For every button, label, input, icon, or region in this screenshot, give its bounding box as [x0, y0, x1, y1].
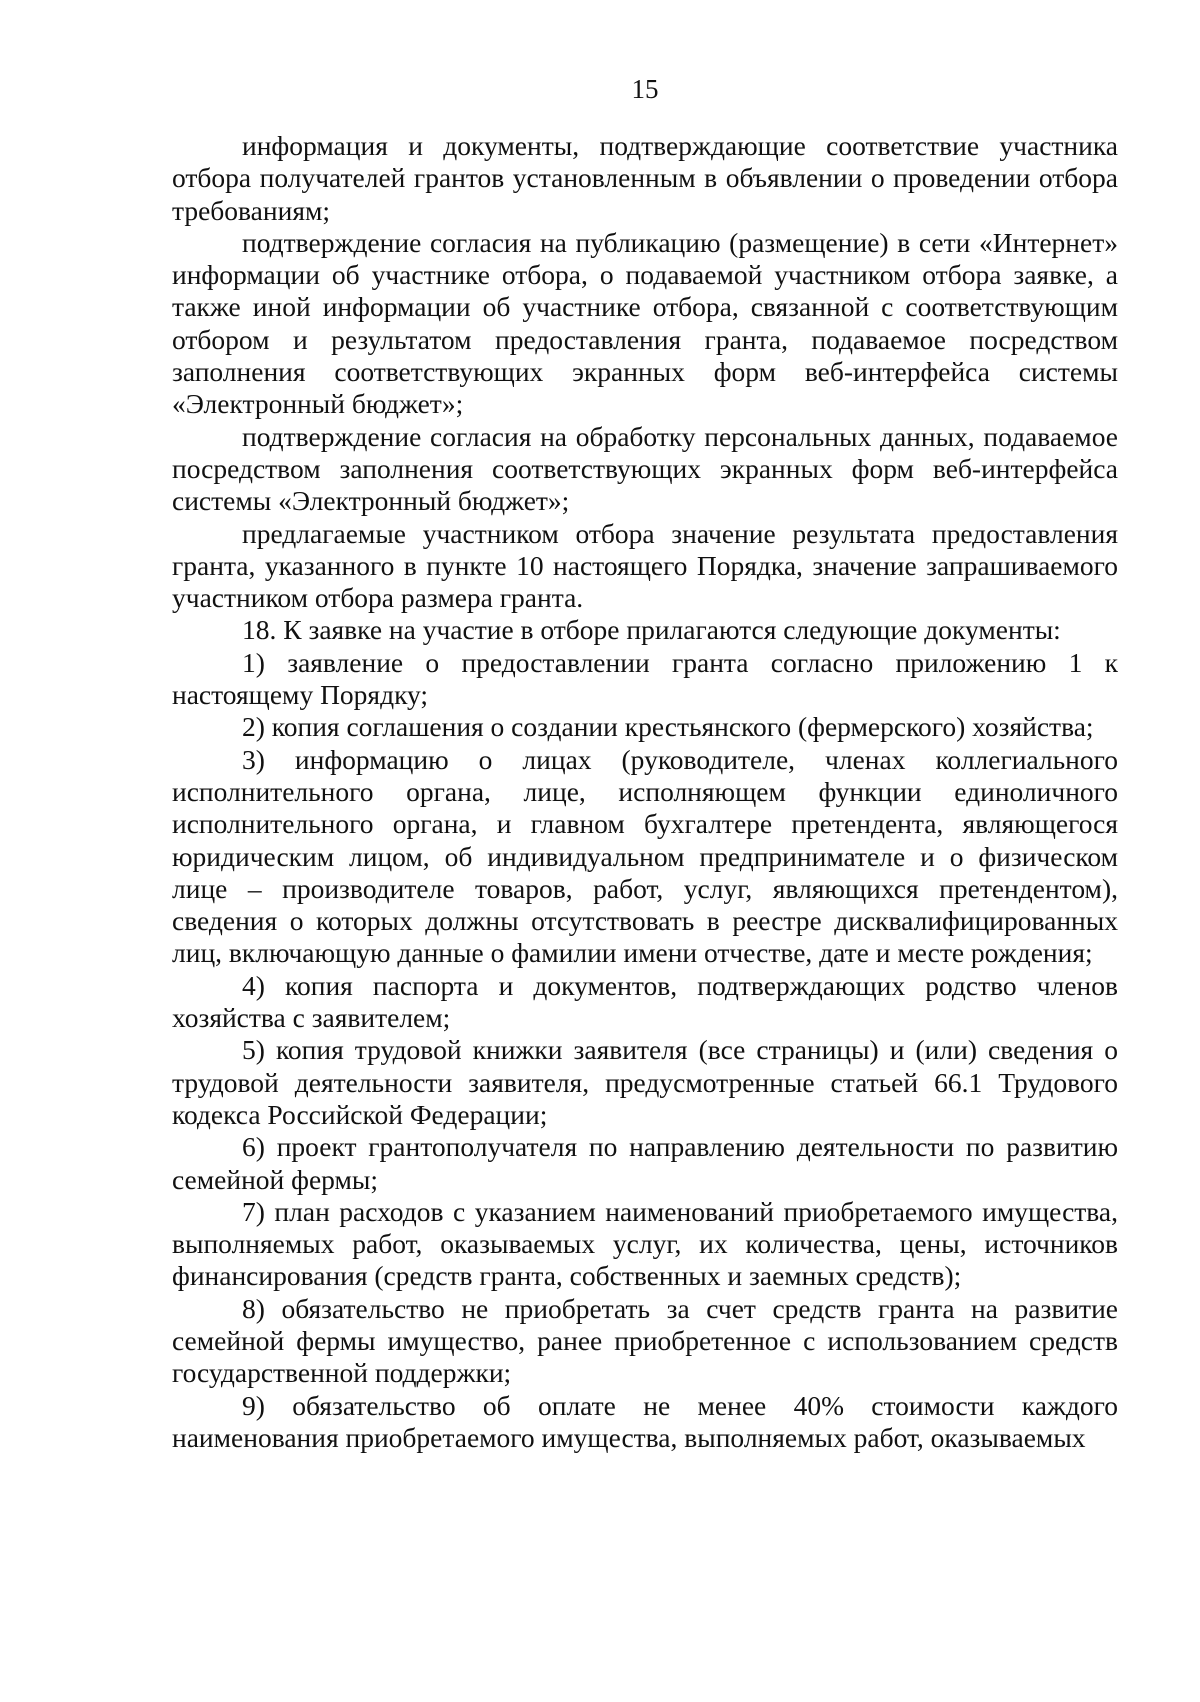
- page-number: 15: [631, 74, 659, 104]
- list-item: 1) заявление о предоставлении гранта согласно приложению 1 к настоящему Порядку;: [172, 646, 1118, 711]
- paragraph: предлагаемые участником отбора значение результата предоставления гранта, указанного в пункте 10 настоящего Порядка, значение запрашиваемого участником отбора размера гранта.: [172, 517, 1118, 614]
- list-item: 5) копия трудовой книжки заявителя (все страницы) и (или) сведения о трудовой деятельности заявителя, предусмотренные статьей 66.1 Трудового кодекса Российской Федерации;: [172, 1034, 1118, 1130]
- list-item: 9) обязательство об оплате не менее 40% стоимости каждого наименования приобретаемого имущества, выполняемых работ, оказываемых: [172, 1389, 1118, 1453]
- paragraph: подтверждение согласия на обработку персональных данных, подаваемое посредством заполнения соответствующих экранных форм веб-интерфейса системы «Электронный бюджет»;: [172, 420, 1118, 517]
- section-18-heading: 18. К заявке на участие в отборе прилагаются следующие документы:: [242, 614, 1061, 646]
- list-item: 4) копия паспорта и документов, подтверждающих родство членов хозяйства с заявителем;: [172, 969, 1118, 1034]
- paragraph: подтверждение согласия на публикацию (размещение) в сети «Интернет» информации об участнике отбора, о подаваемой участником отбора заявке, а также иной информации об участнике отбора, связанной с соответствующим отбором и результатом предоставления гранта, подаваемое посредством заполнения соответствующих экранных форм веб-интерфейса системы «Электронный бюджет»;: [172, 226, 1118, 420]
- paragraph: информация и документы, подтверждающие соответствие участника отбора получателей грантов установленным в объявлении о проведении отбора требованиям;: [172, 130, 1118, 226]
- list-item: 3) информацию о лицах (руководителе, членах коллегиального исполнительного органа, лице, исполняющем функции единоличного исполнительного органа, и главном бухгалтере претендента, являющегося юридическим лицом, об индивидуальном предпринимателе и о физическом лице – производителе товаров, работ, услуг, являющихся претендентом), сведения о которых должны отсутствовать в реестре дисквалифицированных лиц, включающую данные о фамилии имени отчестве, дате и месте рождения;: [172, 743, 1118, 969]
- list-item: 2) копия соглашения о создании крестьянского (фермерского) хозяйства;: [242, 711, 1094, 743]
- list-item: 8) обязательство не приобретать за счет средств гранта на развитие семейной фермы имущество, ранее приобретенное с использованием средств государственной поддержки;: [172, 1292, 1118, 1389]
- list-item: 6) проект грантополучателя по направлению деятельности по развитию семейной фермы;: [172, 1131, 1118, 1195]
- document-body: [172, 130, 1118, 1454]
- list-item: 7) план расходов с указанием наименований приобретаемого имущества, выполняемых работ, оказываемых услуг, их количества, цены, источников финансирования (средств гранта, собственных и заемных средств);: [172, 1195, 1118, 1292]
